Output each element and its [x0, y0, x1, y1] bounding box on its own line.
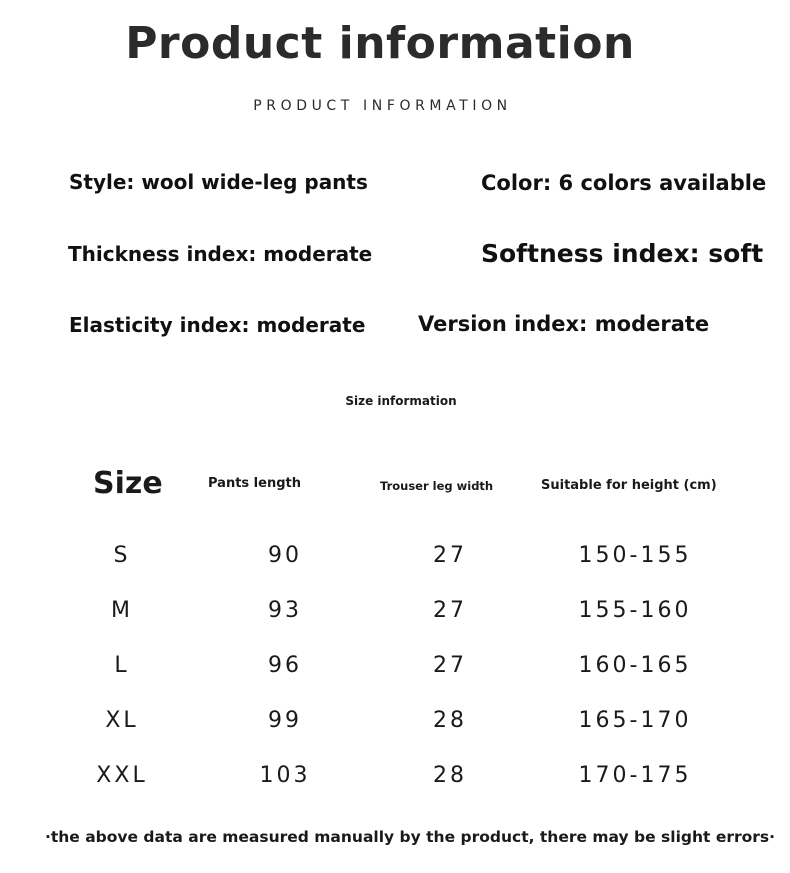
attr-color: Color: 6 colors available [481, 171, 767, 195]
footnote: ·the above data are measured manually by the product, there may be slight errors· [44, 828, 776, 846]
table-cell-width: 27 [433, 543, 467, 568]
table-cell-width: 28 [433, 708, 467, 733]
table-cell-height: 155-160 [578, 598, 692, 623]
attr-elasticity: Elasticity index: moderate [69, 313, 366, 337]
table-cell-length: 99 [268, 708, 302, 733]
size-caption: Size information [345, 394, 457, 408]
table-cell-height: 165-170 [578, 708, 692, 733]
table-cell-height: 170-175 [578, 763, 692, 788]
table-cell-length: 103 [259, 763, 311, 788]
attr-style: Style: wool wide-leg pants [69, 170, 368, 194]
page-subtitle: PRODUCT INFORMATION [253, 98, 512, 114]
table-cell-width: 27 [433, 598, 467, 623]
attr-softness: Softness index: soft [481, 239, 764, 268]
header-size: Size [93, 466, 163, 501]
table-cell-size: XXL [96, 763, 148, 788]
table-cell-size: XL [105, 708, 139, 733]
table-cell-size: M [111, 598, 133, 623]
table-cell-length: 96 [268, 653, 302, 678]
attr-version: Version index: moderate [418, 312, 710, 336]
header-pants-length: Pants length [208, 476, 301, 491]
table-cell-height: 160-165 [578, 653, 692, 678]
table-cell-width: 28 [433, 763, 467, 788]
header-leg-width: Trouser leg width [380, 479, 494, 493]
table-cell-size: L [114, 653, 130, 678]
page-title: Product information [125, 18, 635, 69]
table-cell-height: 150-155 [578, 543, 692, 568]
attr-thickness: Thickness index: moderate [68, 242, 373, 266]
table-cell-width: 27 [433, 653, 467, 678]
header-height: Suitable for height (cm) [541, 478, 717, 493]
table-cell-length: 90 [268, 543, 302, 568]
table-cell-length: 93 [268, 598, 302, 623]
table-cell-size: S [113, 543, 131, 568]
